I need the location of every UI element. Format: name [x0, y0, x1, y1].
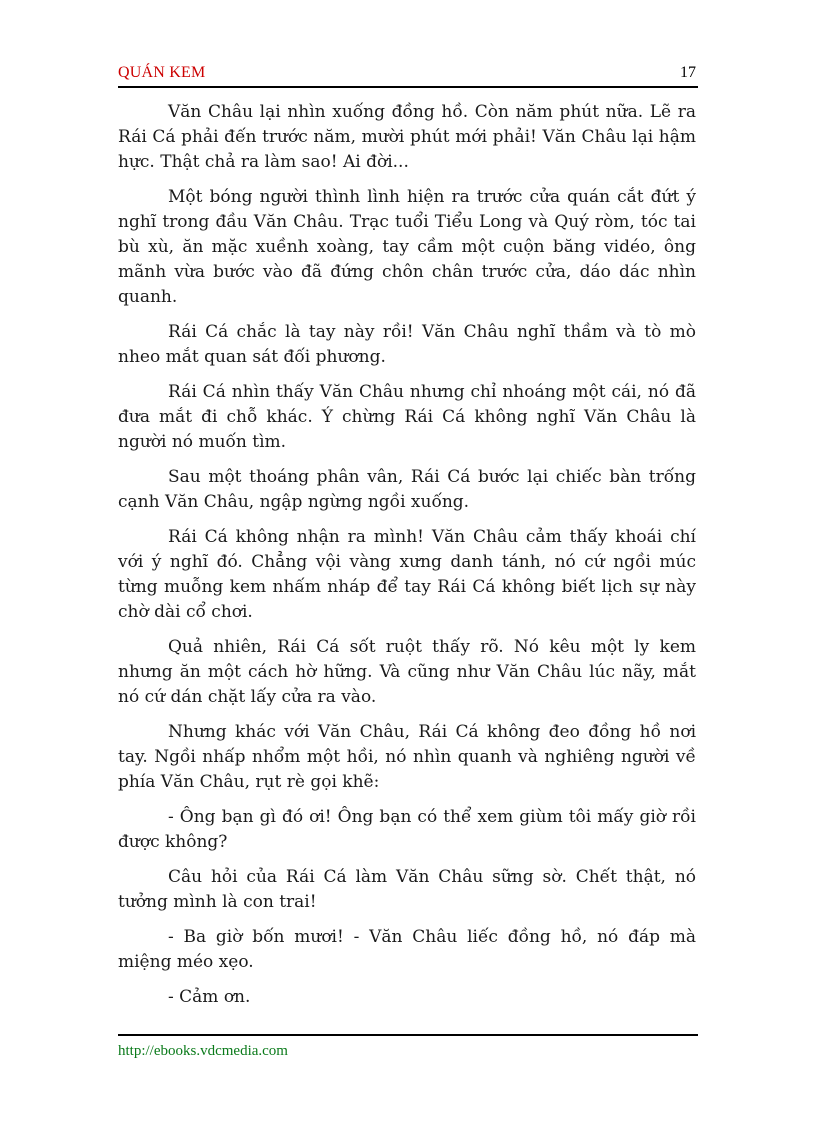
paragraph: - Cảm ơn. — [168, 987, 251, 1007]
paragraph: Câu hỏi của Rái Cá làm Văn Châu sững sờ. Chết thật, nó tưởng mình là con trai! — [118, 867, 696, 912]
book-title: QUÁN KEM — [118, 64, 206, 81]
paragraph: Sau một thoáng phân vân, Rái Cá bước lại chiếc bàn trống cạnh Văn Châu, ngập ngừng ngồi xuống. — [118, 467, 696, 512]
paragraph: Quả nhiên, Rái Cá sốt ruột thấy rõ. Nó kêu một ly kem nhưng ăn một cách hờ hững. Và cũng như Văn Châu lúc nãy, mắt nó cứ dán chặt lấy cửa ra vào. — [118, 637, 696, 707]
paragraph: - Ông bạn gì đó ơi! Ông bạn có thể xem giùm tôi mấy giờ rồi được không? — [118, 807, 696, 852]
paragraph: Rái Cá nhìn thấy Văn Châu nhưng chỉ nhoáng một cái, nó đã đưa mắt đi chỗ khác. Ý chừng Rái Cá không nghĩ Văn Châu là người nó muốn tìm. — [118, 382, 696, 452]
footer-divider — [118, 1034, 698, 1036]
page-body — [118, 100, 696, 1020]
footer-link[interactable]: http://ebooks.vdcmedia.com — [118, 1043, 288, 1059]
page-header — [118, 62, 698, 88]
paragraph: Một bóng người thình lình hiện ra trước cửa quán cắt đứt ý nghĩ trong đầu Văn Châu. Trạc tuổi Tiểu Long và Quý ròm, tóc tai bù xù, ăn mặc xuềnh xoàng, tay cầm một cuộn băng vidéo, ông mãnh vừa bước vào đã đứng chôn chân trước cửa, dáo dác nhìn quanh. — [118, 187, 696, 307]
page-number: 17 — [680, 64, 696, 81]
paragraph: Rái Cá chắc là tay này rồi! Văn Châu nghĩ thầm và tò mò nheo mắt quan sát đối phương. — [118, 322, 696, 367]
paragraph: Văn Châu lại nhìn xuống đồng hồ. Còn năm phút nữa. Lẽ ra Rái Cá phải đến trước năm, mười phút mới phải! Văn Châu lại hậm hực. Thật chả ra làm sao! Ai đời... — [118, 102, 696, 172]
paragraph: - Ba giờ bốn mươi! - Văn Châu liếc đồng hồ, nó đáp mà miệng méo xẹo. — [118, 927, 696, 972]
paragraph: Rái Cá không nhận ra mình! Văn Châu cảm thấy khoái chí với ý nghĩ đó. Chẳng vội vàng xưng danh tánh, nó cứ ngồi múc từng muỗng kem nhấm nháp để tay Rái Cá không biết lịch sự này chờ dài cổ chơi. — [118, 527, 696, 622]
paragraph: Nhưng khác với Văn Châu, Rái Cá không đeo đồng hồ nơi tay. Ngồi nhấp nhổm một hồi, nó nhìn quanh và nghiêng người về phía Văn Châu, rụt rè gọi khẽ: — [118, 722, 696, 792]
